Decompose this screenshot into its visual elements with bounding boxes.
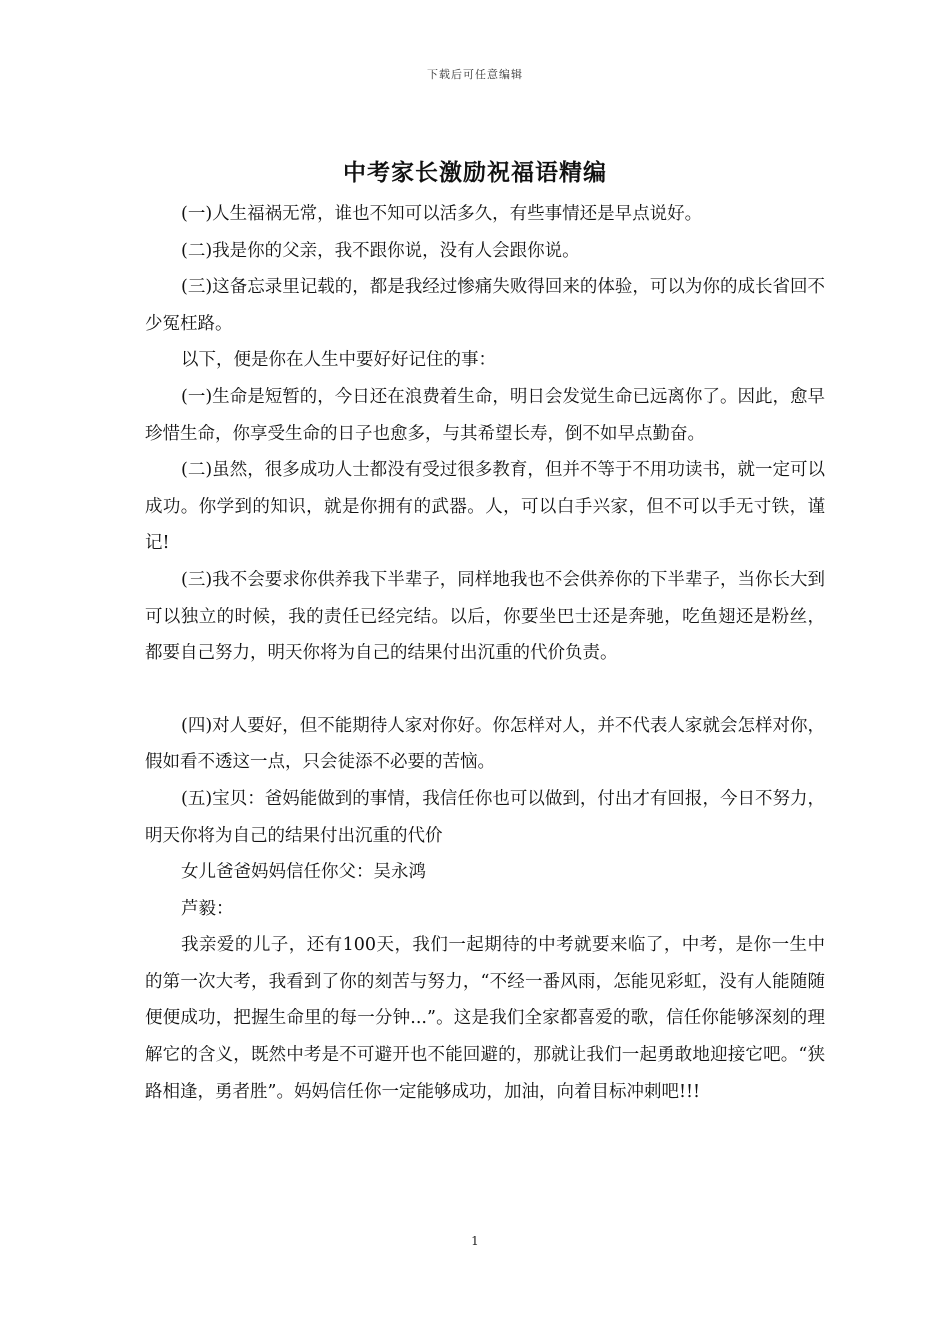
- document-title: 中考家长激励祝福语精编: [343, 159, 607, 186]
- paragraph-6: (二)虽然，很多成功人士都没有受过很多教育，但并不等于不用功读书，就一定可以成功。你学到的知识，就是你拥有的武器。人，可以白手兴家，但不可以手无寸铁，谨记!: [145, 460, 825, 554]
- paragraph-1: (一)人生福祸无常，谁也不知可以活多久，有些事情还是早点说好。: [181, 204, 703, 224]
- paragraph-9: (五)宝贝：爸妈能做到的事情，我信任你也可以做到，付出才有回报，今日不努力，明天你将为自己的结果付出沉重的代价: [145, 788, 825, 846]
- page-header-note: 下载后可任意编辑: [427, 68, 523, 81]
- paragraph-2: (二)我是你的父亲，我不跟你说，没有人会跟你说。: [181, 240, 580, 261]
- paragraph-8: (四)对人要好，但不能期待人家对你好。你怎样对人，并不代表人家就会怎样对你，假如看不透这一点，只会徒添不必要的苦恼。: [145, 715, 825, 773]
- paragraph-5: (一)生命是短暂的，今日还在浪费着生命，明日会发觉生命已远离你了。因此，愈早珍惜生命，你享受生命的日子也愈多，与其希望长寿，倒不如早点勤奋。: [145, 386, 825, 444]
- document-body: [145, 196, 825, 1110]
- page-number: 1: [471, 1234, 479, 1248]
- paragraph-11: 芦毅：: [181, 898, 234, 919]
- paragraph-gap: [145, 672, 825, 708]
- paragraph-12: 我亲爱的儿子，还有100天，我们一起期待的中考就要来临了，中考，是你一生中的第一次大考，我看到了你的刻苦与努力，“不经一番风雨，怎能见彩虹，没有人能随随便便成功，把握生命里的每一分钟...”。这是我们全家都喜爱的歌，信任你能够深刻的理解它的含义，既然中考是不可避开也不能回避的，那就让我们一起勇敢地迎接它吧。“狭路相逢，勇者胜”。妈妈信任你一定能够成功，加油，向着目标冲刺吧!!!: [145, 935, 825, 1102]
- paragraph-4: 以下，便是你在人生中要好好记住的事：: [181, 350, 496, 371]
- paragraph-7: (三)我不会要求你供养我下半辈子，同样地我也不会供养你的下半辈子，当你长大到可以独立的时候，我的责任已经完结。以后，你要坐巴士还是奔驰，吃鱼翅还是粉丝，都要自己努力，明天你将为自己的结果付出沉重的代价负责。: [145, 569, 825, 664]
- paragraph-10: 女儿爸爸妈妈信任你父：吴永鸿: [181, 862, 426, 883]
- paragraph-3: (三)这备忘录里记载的，都是我经过惨痛失败得回来的体验，可以为你的成长省回不少冤枉路。: [145, 277, 825, 334]
